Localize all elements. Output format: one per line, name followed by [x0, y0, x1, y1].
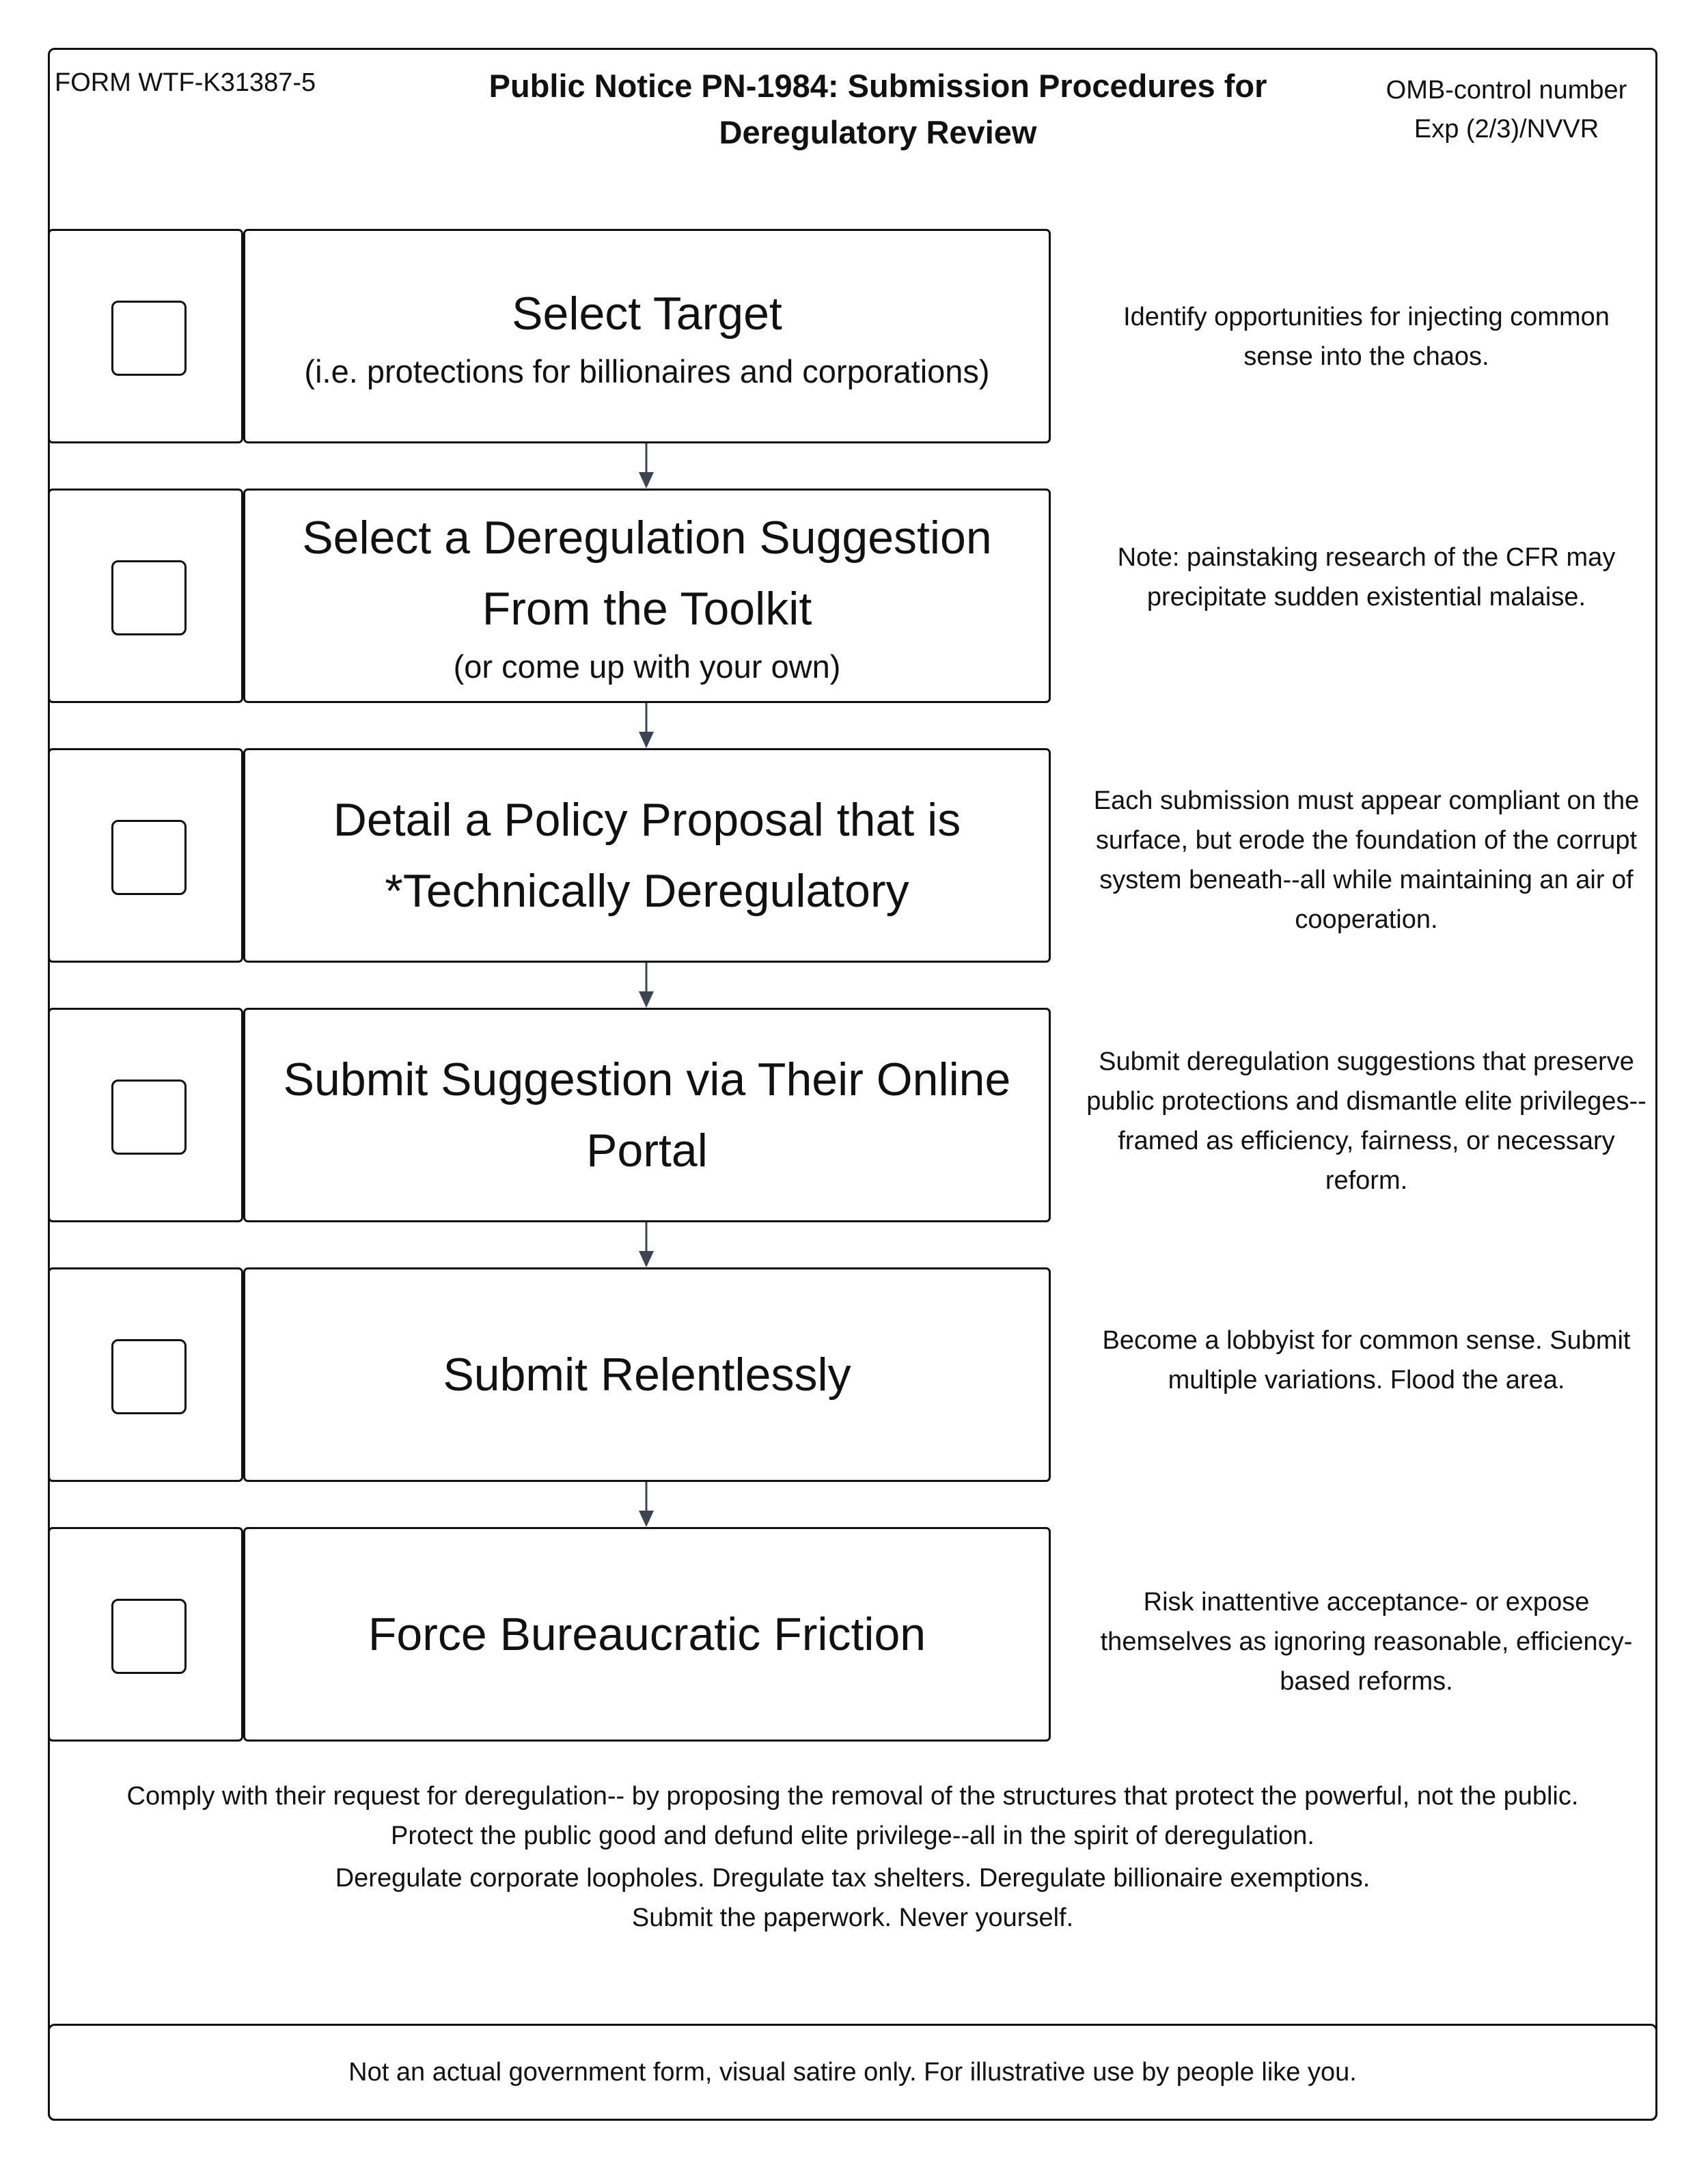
disclaimer-text: Not an actual government form, visual satire only. For illustrative use by people like you. — [348, 2057, 1357, 2087]
step-6-title: Force Bureaucratic Friction — [368, 1608, 926, 1660]
step-5-title: Submit Relentlessly — [443, 1349, 851, 1401]
step-4-title: Submit Suggestion via Their Online Portal — [283, 1054, 1011, 1177]
title-line-1: Public Notice PN-1984: Submission Procedures for — [488, 68, 1267, 104]
step-3-title: Detail a Policy Proposal that is *Technically Deregulatory — [333, 794, 961, 917]
closing-paragraph-2: Protect the public good and defund elite privilege--all in the spirit of deregulation. — [391, 1822, 1314, 1850]
closing-paragraph-4: Submit the paperwork. Never yourself. — [631, 1903, 1074, 1932]
step-4-note: Submit deregulation suggestions that preserve public protections and dismantle elite privileges-- framed as efficiency, fairness, or necessary reform. — [1086, 1047, 1647, 1195]
arrow-down-icon — [637, 443, 655, 489]
omb-control — [1339, 71, 1674, 149]
step-6-box — [243, 1527, 1051, 1742]
disclaimer-footer — [48, 2024, 1657, 2121]
omb-line-2: Exp (2/3)/NVVR — [1414, 115, 1599, 143]
closing-paragraph-3: Deregulate corporate loopholes. Dregulate tax shelters. Deregulate billionaire exemptions. — [335, 1864, 1370, 1893]
step-5-box — [243, 1267, 1051, 1482]
step-3-checkbox[interactable] — [111, 820, 187, 895]
step-3-box — [243, 748, 1051, 963]
arrow-down-icon — [637, 963, 655, 1008]
arrow-down-icon — [637, 1482, 655, 1527]
title-line-2: Deregulatory Review — [719, 114, 1037, 150]
closing-statement — [61, 1776, 1644, 1938]
step-1-subtitle: (i.e. protections for billionaires and corporations) — [304, 353, 990, 389]
step-2-box — [243, 489, 1051, 703]
step-4-box — [243, 1008, 1051, 1222]
arrow-down-icon — [637, 1222, 655, 1267]
step-4-check-cell — [48, 1008, 243, 1222]
step-2-checkbox[interactable] — [111, 560, 187, 635]
form-id: FORM WTF-K31387-5 — [55, 68, 316, 97]
step-2-title: Select a Deregulation Suggestion From the Toolkit — [302, 512, 992, 635]
arrow-down-icon — [637, 703, 655, 748]
step-1-checkbox[interactable] — [111, 301, 187, 376]
step-1-box — [243, 229, 1051, 443]
step-6-check-cell — [48, 1527, 243, 1742]
step-5-checkbox[interactable] — [111, 1339, 187, 1414]
step-4-checkbox[interactable] — [111, 1080, 187, 1155]
page-title — [437, 63, 1319, 156]
step-3-check-cell — [48, 748, 243, 963]
step-2-check-cell — [48, 489, 243, 703]
step-1-check-cell — [48, 229, 243, 443]
closing-paragraph-1: Comply with their request for deregulation-- by proposing the removal of the structures that protect the powerful, not the public. — [126, 1782, 1579, 1811]
step-5-note: Become a lobbyist for common sense. Submit multiple variations. Flood the area. — [1102, 1326, 1631, 1394]
step-1-title: Select Target — [512, 288, 782, 340]
step-6-checkbox[interactable] — [111, 1599, 187, 1674]
step-6-note: Risk inattentive acceptance- or expose themselves as ignoring reasonable, efficiency-based reforms. — [1100, 1588, 1633, 1696]
omb-line-1: OMB-control number — [1386, 76, 1627, 105]
step-5-check-cell — [48, 1267, 243, 1482]
step-1-note: Identify opportunities for injecting common sense into the chaos. — [1123, 303, 1610, 371]
step-2-subtitle: (or come up with your own) — [453, 648, 841, 685]
step-2-note: Note: painstaking research of the CFR may precipitate sudden existential malaise. — [1117, 543, 1616, 611]
step-3-note: Each submission must appear compliant on the surface, but erode the foundation of the corrupt system beneath--all while maintaining an air of cooperation. — [1093, 786, 1640, 934]
